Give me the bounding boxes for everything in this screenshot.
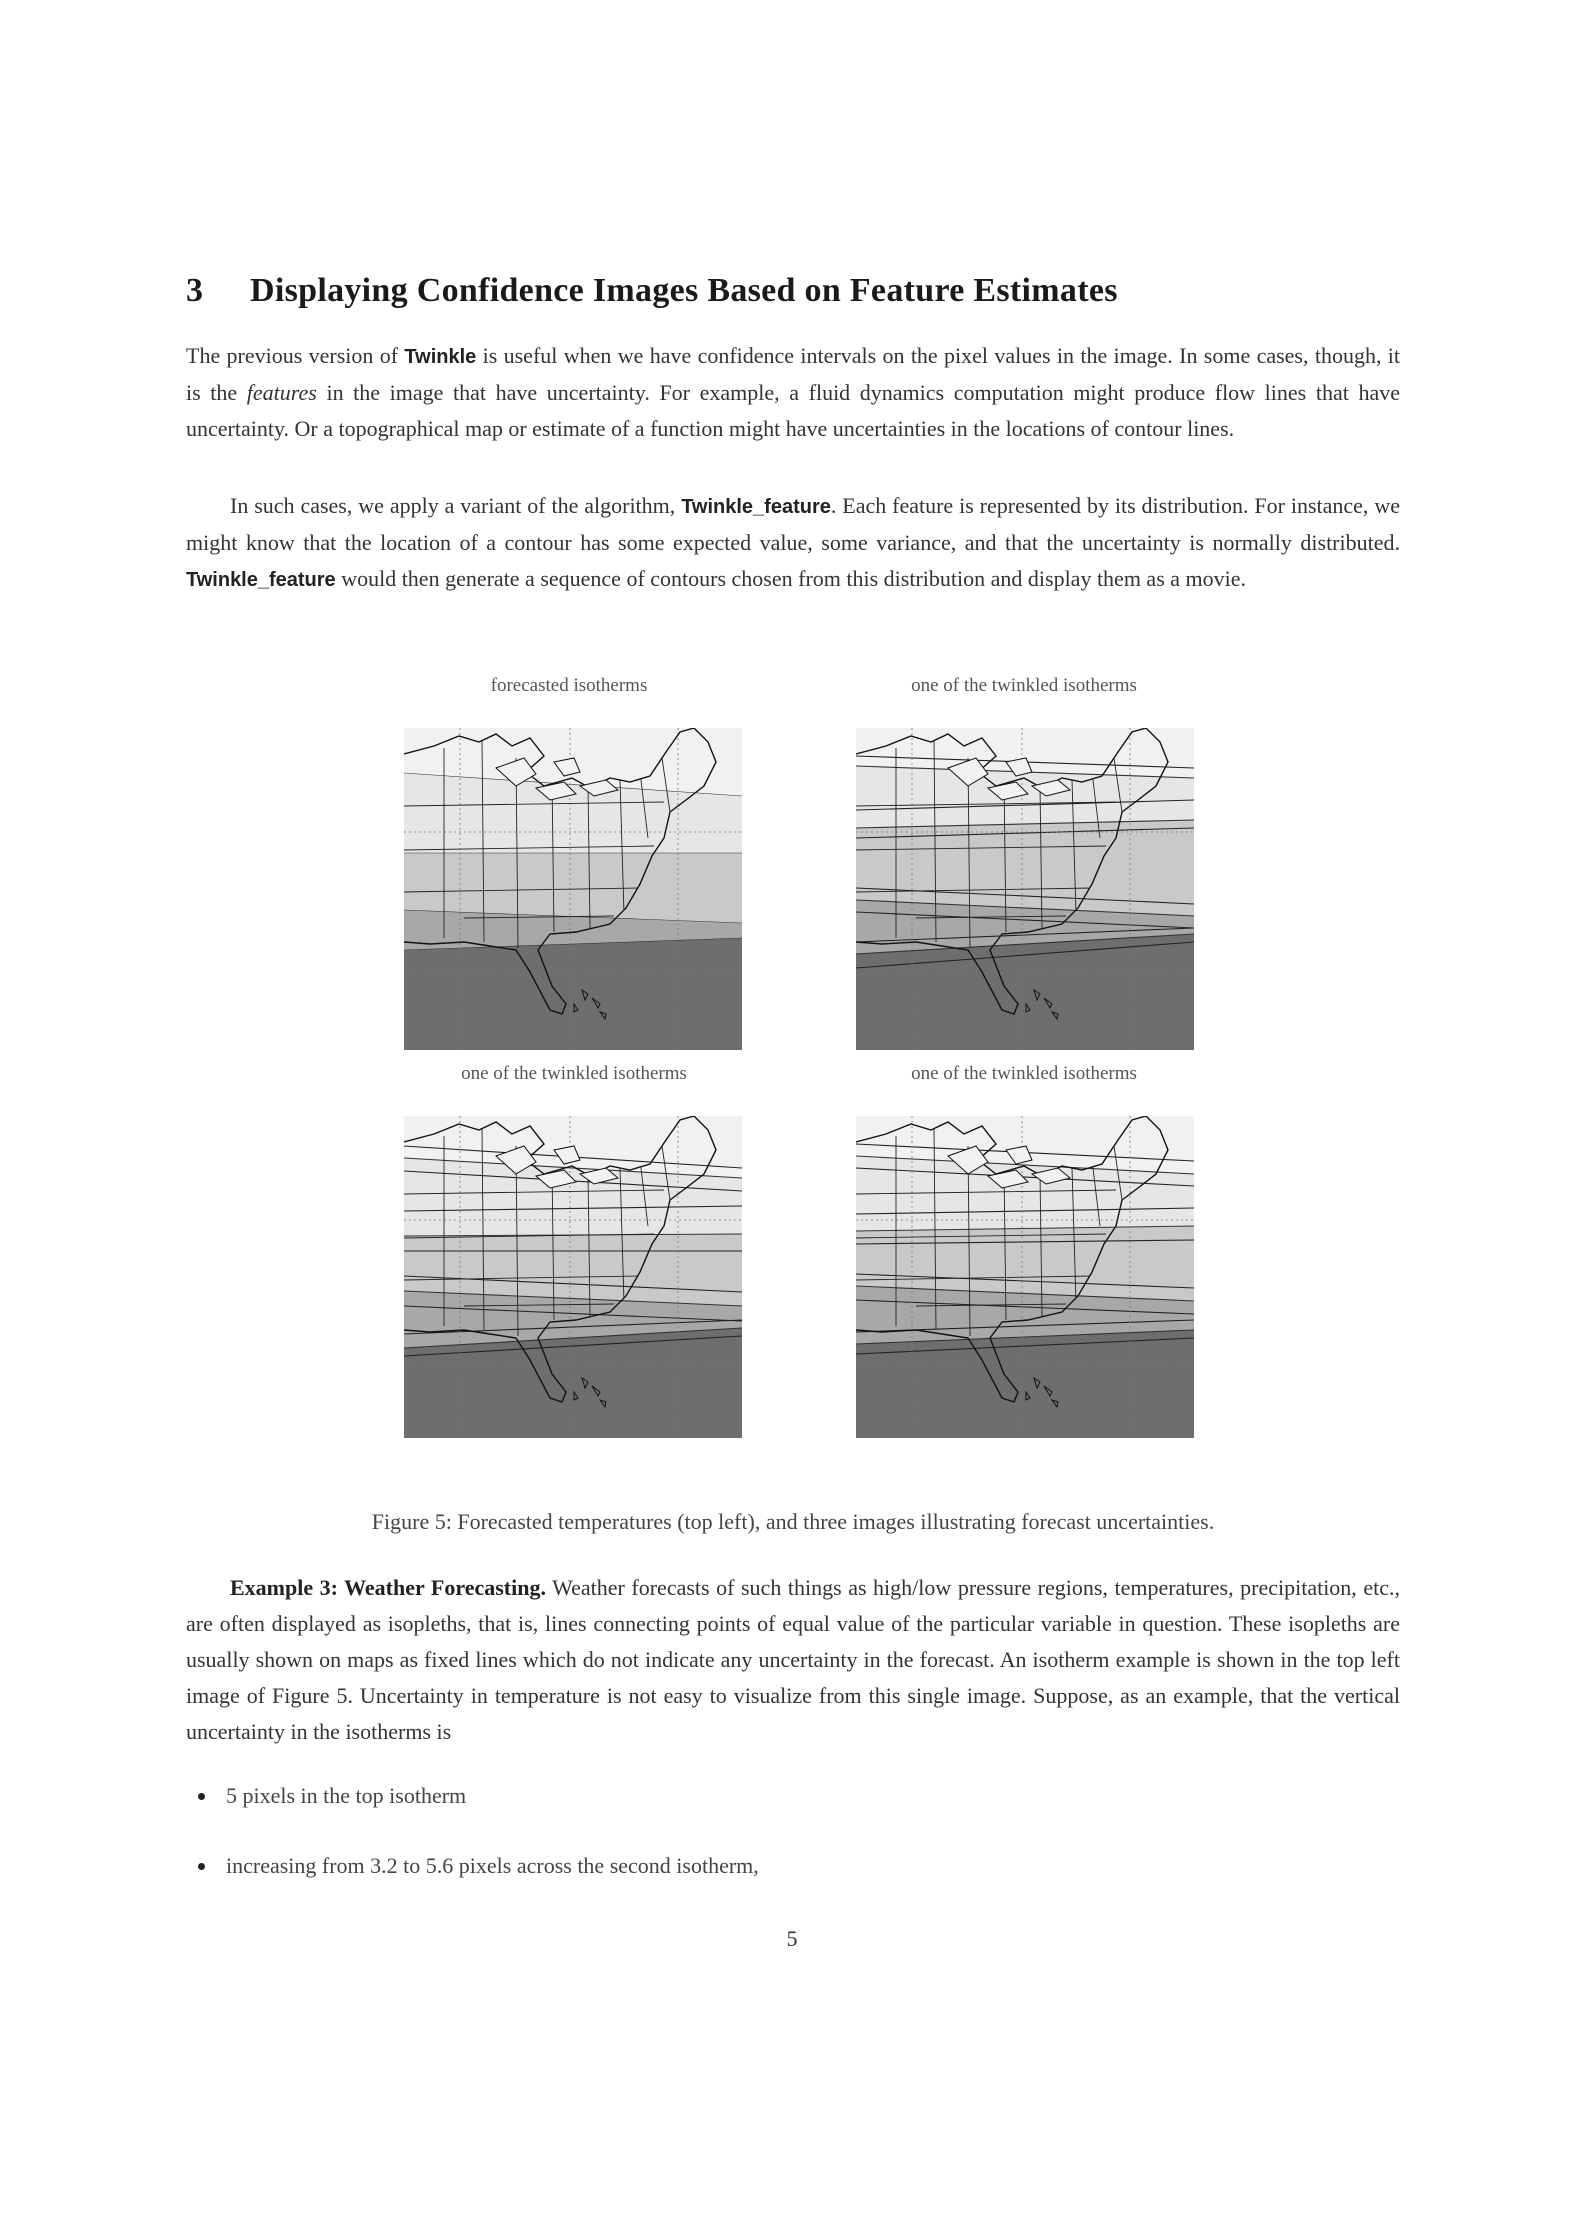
panel-title-1: forecasted isotherms: [490, 675, 648, 696]
temperature-band: [404, 938, 742, 1050]
uncertainty-list: [186, 1778, 1386, 1918]
page-number: 5: [786, 1926, 798, 1951]
section-heading: [186, 272, 1406, 310]
list-item: [186, 1848, 1386, 1884]
isotherm-map-twinkled-2: [404, 1116, 742, 1438]
panel-title-4: one of the twinkled isotherms: [911, 1063, 1137, 1084]
example-label: Example 3: Weather Forecasting.: [230, 1575, 546, 1600]
section-number: 3: [186, 272, 204, 309]
text-run: is useful when we have confidence intervals on the pixel values in the image. In some cases, though, it is the: [186, 343, 1400, 405]
list-item-text: increasing from 3.2 to 5.6 pixels across the second isotherm,: [226, 1853, 759, 1878]
panel-title-2: one of the twinkled isotherms: [911, 675, 1137, 696]
list-item: [186, 1778, 1386, 1814]
bullet-icon: [198, 1863, 205, 1870]
intro-paragraph-1: [186, 338, 1400, 447]
text-run: In such cases, we apply a variant of the algorithm,: [230, 493, 682, 518]
example-paragraph: [186, 1570, 1400, 1750]
isotherm-map-twinkled-1: [856, 728, 1194, 1050]
isotherm-map-forecast: [404, 728, 742, 1050]
text-run: The previous version of: [186, 343, 405, 368]
figure-caption: Figure 5: Forecasted temperatures (top left), and three images illustrating forecast uncertainties.: [371, 1509, 1215, 1534]
tool-name: Twinkle: [404, 346, 477, 368]
tool-name: Twinkle_feature: [681, 496, 831, 518]
bullet-icon: [198, 1793, 205, 1800]
emphasis: features: [246, 380, 317, 405]
intro-paragraph-2: [186, 488, 1400, 598]
section-title-text: Displaying Confidence Images Based on Feature Estimates: [250, 272, 1118, 309]
text-run: would then generate a sequence of contours chosen from this distribution and display them as a movie.: [335, 566, 1247, 591]
example-text: Weather forecasts of such things as high/low pressure regions, temperatures, precipitation, etc., are often displayed as isopleths, that is, lines connecting points of equal value of the particular variable in question. These isopleths are usually shown on maps as fixed lines which do not indicate any uncertainty in the forecast. An isotherm example is shown in the top left image of Figure 5. Uncertainty in temperature is not easy to visualize from this single image. Suppose, as an example, that the vertical uncertainty in the isotherms is: [186, 1575, 1400, 1744]
text-run: in the image that have uncertainty. For example, a fluid dynamics computation might produce flow lines that have uncertainty. Or a topographical map or estimate of a function might have uncertainties in the locations of contour lines.: [186, 380, 1400, 441]
list-item-text: 5 pixels in the top isotherm: [226, 1783, 467, 1808]
text-run: . Each feature is represented by its distribution. For instance, we might know that the location of a contour has some expected value, some variance, and that the uncertainty is normally distributed.: [186, 493, 1400, 555]
isotherm-map-twinkled-3: [856, 1116, 1194, 1438]
tool-name: Twinkle_feature: [186, 569, 336, 591]
panel-title-3: one of the twinkled isotherms: [461, 1063, 687, 1084]
